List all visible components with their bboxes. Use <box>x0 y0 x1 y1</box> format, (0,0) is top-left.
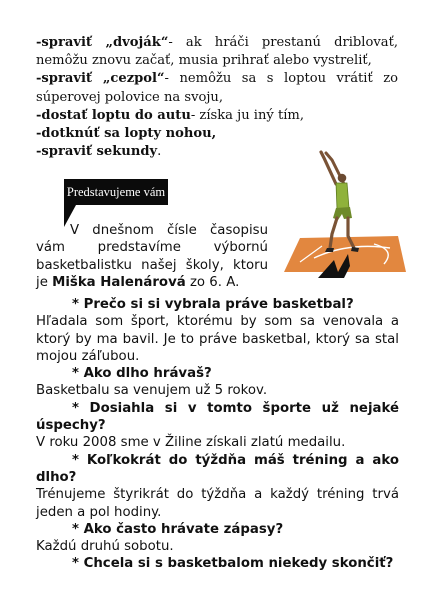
answer: Basketbalu sa venujem už 5 rokov. <box>36 383 268 399</box>
answer: V roku 2008 sme v Žiline získali zlatú medailu. <box>36 435 346 451</box>
question: * Chcela si s basketbalom niekedy skončiť? <box>72 556 394 572</box>
section-header: Predstavujeme vám <box>64 179 168 205</box>
article-intro: V dnešnom čísle časopisu vám predstavíme výbornú basketbalistku našej školy, ktoru je Miška Halenárová zo 6. A. <box>36 223 268 290</box>
rule-item: -spraviť sekundy. <box>36 144 162 160</box>
player-name: Miška Halenárová <box>52 274 186 290</box>
question: * Dosiahla si v tomto športe už nejaké úspechy? <box>36 400 399 434</box>
question: * Ako často hrávate zápasy? <box>72 521 284 537</box>
question: * Ako dlho hrávaš? <box>72 366 212 382</box>
interview <box>36 296 399 573</box>
rules-list <box>36 34 398 161</box>
answer: Trénujeme štyrikrát do týždňa a každý tréning trvá jeden a pol hodiny. <box>36 487 399 520</box>
basketball-player-icon <box>278 150 408 295</box>
answer: Každú druhú sobotu. <box>36 539 174 555</box>
question: * Prečo si si vybrala práve basketbal? <box>72 297 354 312</box>
rule-item: -dotknúť sa lopty nohou, <box>36 126 217 142</box>
question: * Koľkokrát do týždňa máš tréning a ako dlho? <box>36 452 399 485</box>
answer: Hľadala som šport, ktorému by som sa venovala a ktorý by ma bavil. Je to práve basketbal, ktorý sa stal mojou záľubou. <box>36 314 399 364</box>
rule-item: -spraviť „dvoják“- ak hráči prestanú driblovať, nemôžu znovu začať, musia prihrať alebo vystreliť, <box>36 35 398 69</box>
rule-item: -spraviť „cezpol“- nemôžu sa s loptou vrátiť zo súperovej polovice na svoju, <box>36 71 398 105</box>
rule-item: -dostať loptu do autu- získa ju iný tím, <box>36 107 305 123</box>
